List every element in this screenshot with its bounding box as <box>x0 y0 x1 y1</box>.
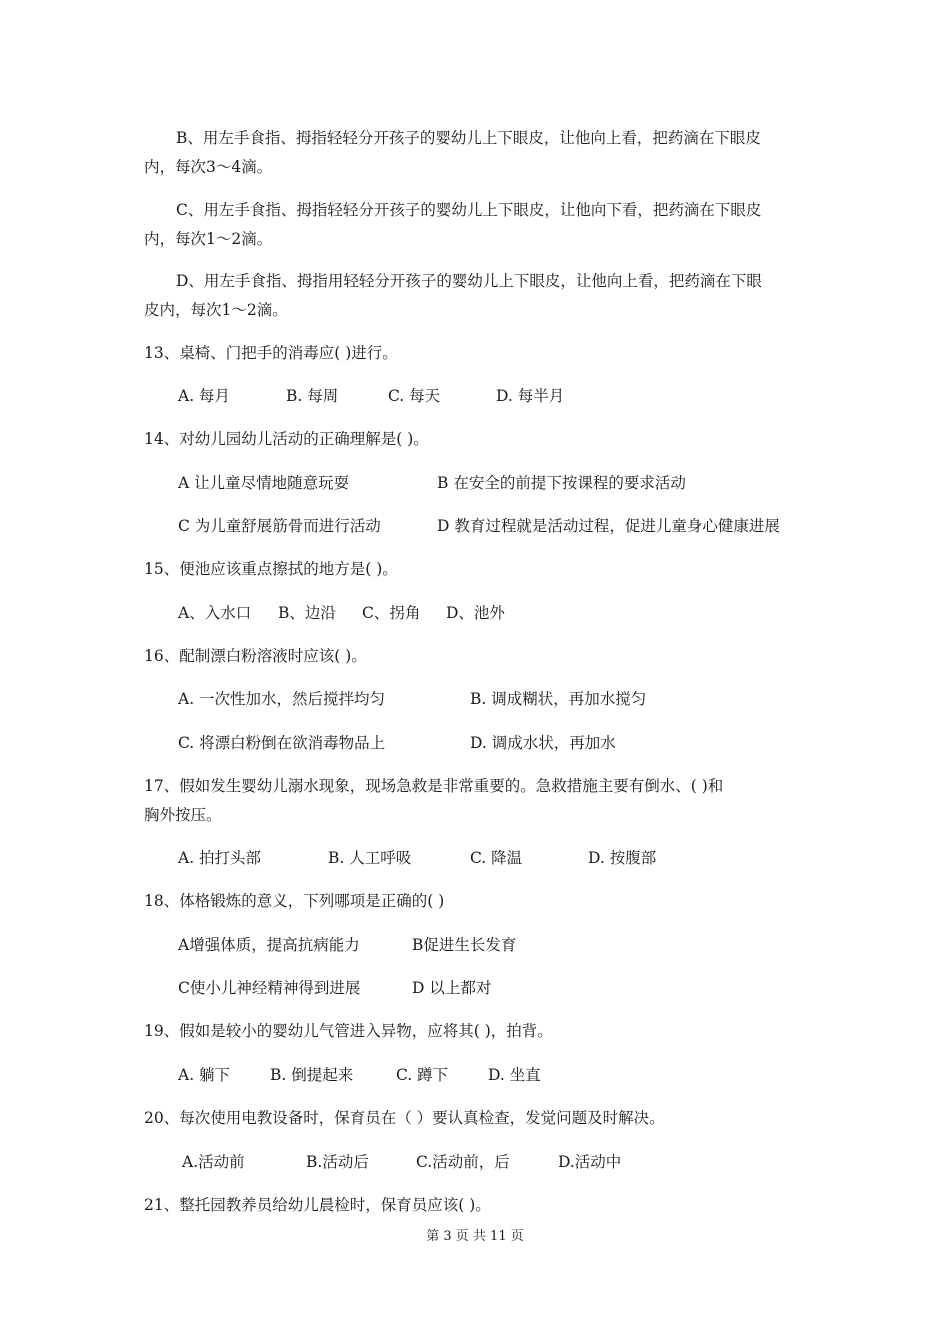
page-number-footer: 第 3 页 共 11 页 <box>426 1229 524 1244</box>
q17-stem-line2: 胸外按压。 <box>144 806 222 824</box>
q19-option-c: C. 蹲下 <box>396 1066 449 1084</box>
q16-option-c: C. 将漂白粉倒在欲消毒物品上 <box>178 734 386 752</box>
q19-stem: 19、假如是较小的婴幼儿气管进入异物，应将其( )，拍背。 <box>144 1022 553 1040</box>
q17-option-a: A. 拍打头部 <box>178 849 262 867</box>
q13-option-d: D. 每半月 <box>496 387 565 405</box>
q18-stem: 18、体格锻炼的意义，下列哪项是正确的( ) <box>144 892 445 910</box>
q21-stem: 21、整托园教养员给幼儿晨检时，保育员应该( )。 <box>144 1196 491 1214</box>
q18-option-a: A增强体质，提高抗病能力 <box>178 936 360 954</box>
q12-option-b-line1: B、用左手食指、拇指轻轻分开孩子的婴幼儿上下眼皮，让他向上看，把药滴在下眼皮 <box>176 129 761 147</box>
q14-stem: 14、对幼儿园幼儿活动的正确理解是( )。 <box>144 430 429 448</box>
q16-stem: 16、配制漂白粉溶液时应该( )。 <box>144 647 367 665</box>
q18-option-b: B促进生长发育 <box>412 936 517 954</box>
q17-option-c: C. 降温 <box>470 849 523 867</box>
q15-option-c: C、拐角 <box>362 604 421 622</box>
q14-option-b: B 在安全的前提下按课程的要求活动 <box>437 474 686 492</box>
q12-option-c-line2: 内，每次1～2滴。 <box>144 230 273 248</box>
q17-option-d: D. 按腹部 <box>588 849 657 867</box>
q13-stem: 13、桌椅、门把手的消毒应( )进行。 <box>144 344 398 362</box>
q19-option-b: B. 倒提起来 <box>270 1066 354 1084</box>
q15-stem: 15、便池应该重点擦拭的地方是( )。 <box>144 560 398 578</box>
q14-option-d: D 教育过程就是活动过程，促进儿童身心健康进展 <box>437 517 780 535</box>
q16-option-a: A. 一次性加水，然后搅拌均匀 <box>178 690 386 708</box>
q16-option-b: B. 调成糊状，再加水搅匀 <box>470 690 647 708</box>
q17-option-b: B. 人工呼吸 <box>328 849 412 867</box>
q12-option-d-line2: 皮内，每次1～2滴。 <box>144 301 288 319</box>
q14-option-a: A 让儿童尽情地随意玩耍 <box>178 474 350 492</box>
q18-option-c: C使小儿神经精神得到进展 <box>178 979 361 997</box>
q20-stem: 20、每次使用电教设备时，保育员在（ ）要认真检查，发觉问题及时解决。 <box>144 1109 665 1127</box>
q14-option-c: C 为儿童舒展筋骨而进行活动 <box>178 517 381 535</box>
q12-option-b-line2: 内，每次3～4滴。 <box>144 158 273 176</box>
q12-option-c-line1: C、用左手食指、拇指轻轻分开孩子的婴幼儿上下眼皮，让他向下看，把药滴在下眼皮 <box>176 201 762 219</box>
q15-option-d: D、池外 <box>446 604 505 622</box>
q16-option-d: D. 调成水状，再加水 <box>470 734 616 752</box>
q19-option-a: A. 躺下 <box>178 1066 231 1084</box>
q18-option-d: D 以上都对 <box>412 979 492 997</box>
q12-option-d-line1: D、用左手食指、拇指用轻轻分开孩子的婴幼儿上下眼皮，让他向上看，把药滴在下眼 <box>176 272 762 290</box>
q19-option-d: D. 坐直 <box>488 1066 541 1084</box>
q17-stem-line1: 17、假如发生婴幼儿溺水现象，现场急救是非常重要的。急救措施主要有倒水、( )和 <box>144 777 724 795</box>
q20-option-a: A.活动前 <box>182 1153 245 1171</box>
q13-option-c: C. 每天 <box>388 387 441 405</box>
q13-option-a: A. 每月 <box>178 387 231 405</box>
q15-option-a: A、入水口 <box>178 604 252 622</box>
q20-option-b: B.活动后 <box>306 1153 369 1171</box>
q15-option-b: B、边沿 <box>278 604 336 622</box>
q20-option-d: D.活动中 <box>558 1153 622 1171</box>
q13-option-b: B. 每周 <box>286 387 339 405</box>
q20-option-c: C.活动前，后 <box>416 1153 510 1171</box>
